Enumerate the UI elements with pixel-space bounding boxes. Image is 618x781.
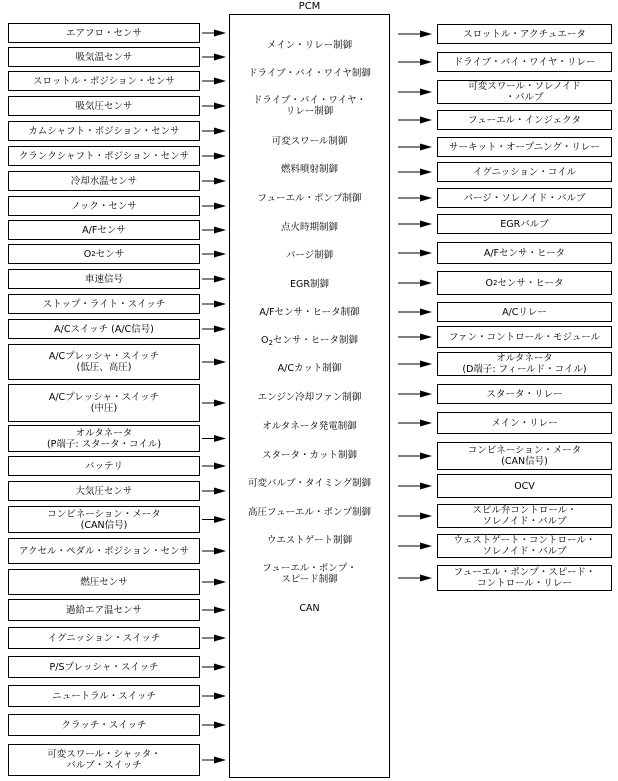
- input-box: クランクシャフト・ポジション・センサ: [8, 146, 200, 166]
- output-arrow: [398, 221, 432, 228]
- output-box: メイン・リレー: [437, 412, 612, 434]
- input-arrow: [202, 128, 226, 135]
- control-function: 燃料噴射制御: [280, 163, 338, 175]
- output-arrow: [398, 309, 432, 316]
- output-arrow: [398, 31, 432, 38]
- input-arrow: [202, 276, 226, 283]
- input-box: カムシャフト・ポジション・センサ: [8, 121, 200, 141]
- input-box: ニュートラル・スイッチ: [8, 685, 200, 707]
- control-function: スタータ・カット制御: [262, 449, 357, 461]
- input-box: 可変スワール・シャッタ・ バルブ・スイッチ: [8, 744, 200, 776]
- input-arrow: [202, 579, 226, 586]
- input-arrow: [202, 153, 226, 160]
- output-arrow: [398, 144, 432, 151]
- control-function: オルタネータ発電制御: [262, 420, 357, 432]
- control-function: メイン・リレー制御: [266, 39, 353, 51]
- output-arrow: [398, 453, 432, 460]
- input-arrow: [202, 757, 226, 764]
- control-function: 高圧フューエル・ポンプ制御: [247, 506, 372, 518]
- input-box: A/Cスイッチ (A/C信号): [8, 319, 200, 339]
- control-function: 可変スワール制御: [271, 135, 348, 147]
- input-arrow: [202, 30, 226, 37]
- output-box: スロットル・アクチュエータ: [437, 24, 612, 44]
- control-function: $O_2$センサ・ヒータ制御: [260, 334, 359, 347]
- input-arrow: [202, 359, 226, 366]
- input-box: A/Cプレッシャ・スイッチ (中圧): [8, 384, 200, 422]
- control-function: EGR制御: [290, 278, 329, 290]
- output-box: ファン・コントロール・モジュール: [437, 326, 612, 348]
- output-box: O 2 センサ・ヒータ: [437, 271, 612, 295]
- control-function: A/Cカット制御: [277, 362, 342, 374]
- input-arrow: [202, 400, 226, 407]
- input-arrow: [202, 463, 226, 470]
- input-box: 吸気温センサ: [8, 47, 200, 67]
- input-box: P/Sプレッシャ・スイッチ: [8, 656, 200, 678]
- input-box: ノック・センサ: [8, 196, 200, 216]
- input-box: 大気圧センサ: [8, 481, 200, 501]
- output-arrow: [398, 361, 432, 368]
- input-box: 吸気圧センサ: [8, 96, 200, 116]
- output-box: パージ・ソレノイド・バルブ: [437, 188, 612, 208]
- output-arrow: [398, 334, 432, 341]
- output-box: フューエル・ポンプ・スピード・ コントロール・リレー: [437, 565, 612, 591]
- output-box: コンビネーション・メータ (CAN信号): [437, 442, 612, 470]
- output-box: ドライブ・バイ・ワイヤ・リレー: [437, 52, 612, 72]
- output-box: スピル弁コントロール・ ソレノイド・バルブ: [437, 504, 612, 528]
- input-arrow: [202, 103, 226, 110]
- output-box: A/Fセンサ・ヒータ: [437, 242, 612, 264]
- input-box: 車速信号: [8, 269, 200, 289]
- input-box: 過給エア温センサ: [8, 599, 200, 621]
- input-arrow: [202, 516, 226, 523]
- output-box: フューエル・インジェクタ: [437, 110, 612, 130]
- output-box: サーキット・オープニング・リレー: [437, 137, 612, 157]
- control-function: 可変バルブ・タイミング制御: [247, 477, 372, 489]
- input-arrow: [202, 548, 226, 555]
- control-function: ウエストゲート制御: [266, 534, 353, 546]
- input-arrow: [202, 227, 226, 234]
- output-box: OCV: [437, 474, 612, 498]
- input-box: A/Cプレッシャ・スイッチ (低圧、高圧): [8, 344, 200, 380]
- input-box: オルタネータ (P端子: スタータ・コイル): [8, 425, 200, 452]
- output-arrow: [398, 483, 432, 490]
- input-arrow: [202, 607, 226, 614]
- input-box: O 2 センサ: [8, 244, 200, 264]
- output-arrow: [398, 117, 432, 124]
- input-arrow: [202, 664, 226, 671]
- input-box: アクセル・ペダル・ポジション・センサ: [8, 538, 200, 564]
- input-box: バッテリ: [8, 456, 200, 476]
- output-arrow: [398, 250, 432, 257]
- input-box: 冷却水温センサ: [8, 171, 200, 191]
- control-function: ドライブ・バイ・ワイヤ制御: [248, 67, 371, 79]
- output-arrow: [398, 59, 432, 66]
- output-arrow: [398, 169, 432, 176]
- input-arrow: [202, 251, 226, 258]
- input-arrow: [202, 635, 226, 642]
- input-box: エアフロ・センサ: [8, 23, 200, 43]
- input-box: コンビネーション・メータ (CAN信号): [8, 506, 200, 533]
- output-box: イグニッション・コイル: [437, 162, 612, 182]
- output-box: EGRバルブ: [437, 214, 612, 234]
- output-arrow: [398, 89, 432, 96]
- pcm-title: PCM: [298, 1, 321, 12]
- input-box: クラッチ・スイッチ: [8, 714, 200, 736]
- output-box: ウェストゲート・コントロール・ ソレノイド・バルブ: [437, 534, 612, 558]
- control-function: フューエル・ポンプ・ スピード制御: [262, 563, 357, 585]
- input-box: スロットル・ポジション・センサ: [8, 71, 200, 91]
- input-box: A/Fセンサ: [8, 220, 200, 240]
- output-arrow: [398, 420, 432, 427]
- input-box: イグニッション・スイッチ: [8, 627, 200, 649]
- output-arrow: [398, 391, 432, 398]
- input-arrow: [202, 301, 226, 308]
- input-arrow: [202, 78, 226, 85]
- input-arrow: [202, 178, 226, 185]
- control-function: CAN: [299, 602, 320, 614]
- output-arrow: [398, 543, 432, 550]
- output-box: 可変スワール・ソレノイド ・バルブ: [437, 80, 612, 104]
- output-box: オルタネータ (D端子: フィールド・コイル): [437, 352, 612, 376]
- control-function: フューエル・ポンプ制御: [257, 192, 362, 204]
- output-arrow: [398, 195, 432, 202]
- input-arrow: [202, 488, 226, 495]
- input-arrow: [202, 203, 226, 210]
- output-arrow: [398, 513, 432, 520]
- output-box: A/Cリレー: [437, 302, 612, 322]
- input-box: 燃圧センサ: [8, 569, 200, 595]
- control-function: エンジン冷却ファン制御: [257, 391, 362, 403]
- output-arrow: [398, 575, 432, 582]
- input-arrow: [202, 693, 226, 700]
- output-box: スタータ・リレー: [437, 384, 612, 404]
- input-arrow: [202, 54, 226, 61]
- control-function: A/Fセンサ・ヒータ制御: [259, 306, 360, 318]
- input-arrow: [202, 722, 226, 729]
- input-arrow: [202, 326, 226, 333]
- control-function: 点火時期制御: [280, 221, 338, 233]
- control-function: パージ制御: [285, 249, 334, 261]
- output-arrow: [398, 280, 432, 287]
- control-function: ドライブ・バイ・ワイヤ・ リレー制御: [252, 95, 367, 117]
- input-arrow: [202, 435, 226, 442]
- input-box: ストップ・ライト・スイッチ: [8, 294, 200, 314]
